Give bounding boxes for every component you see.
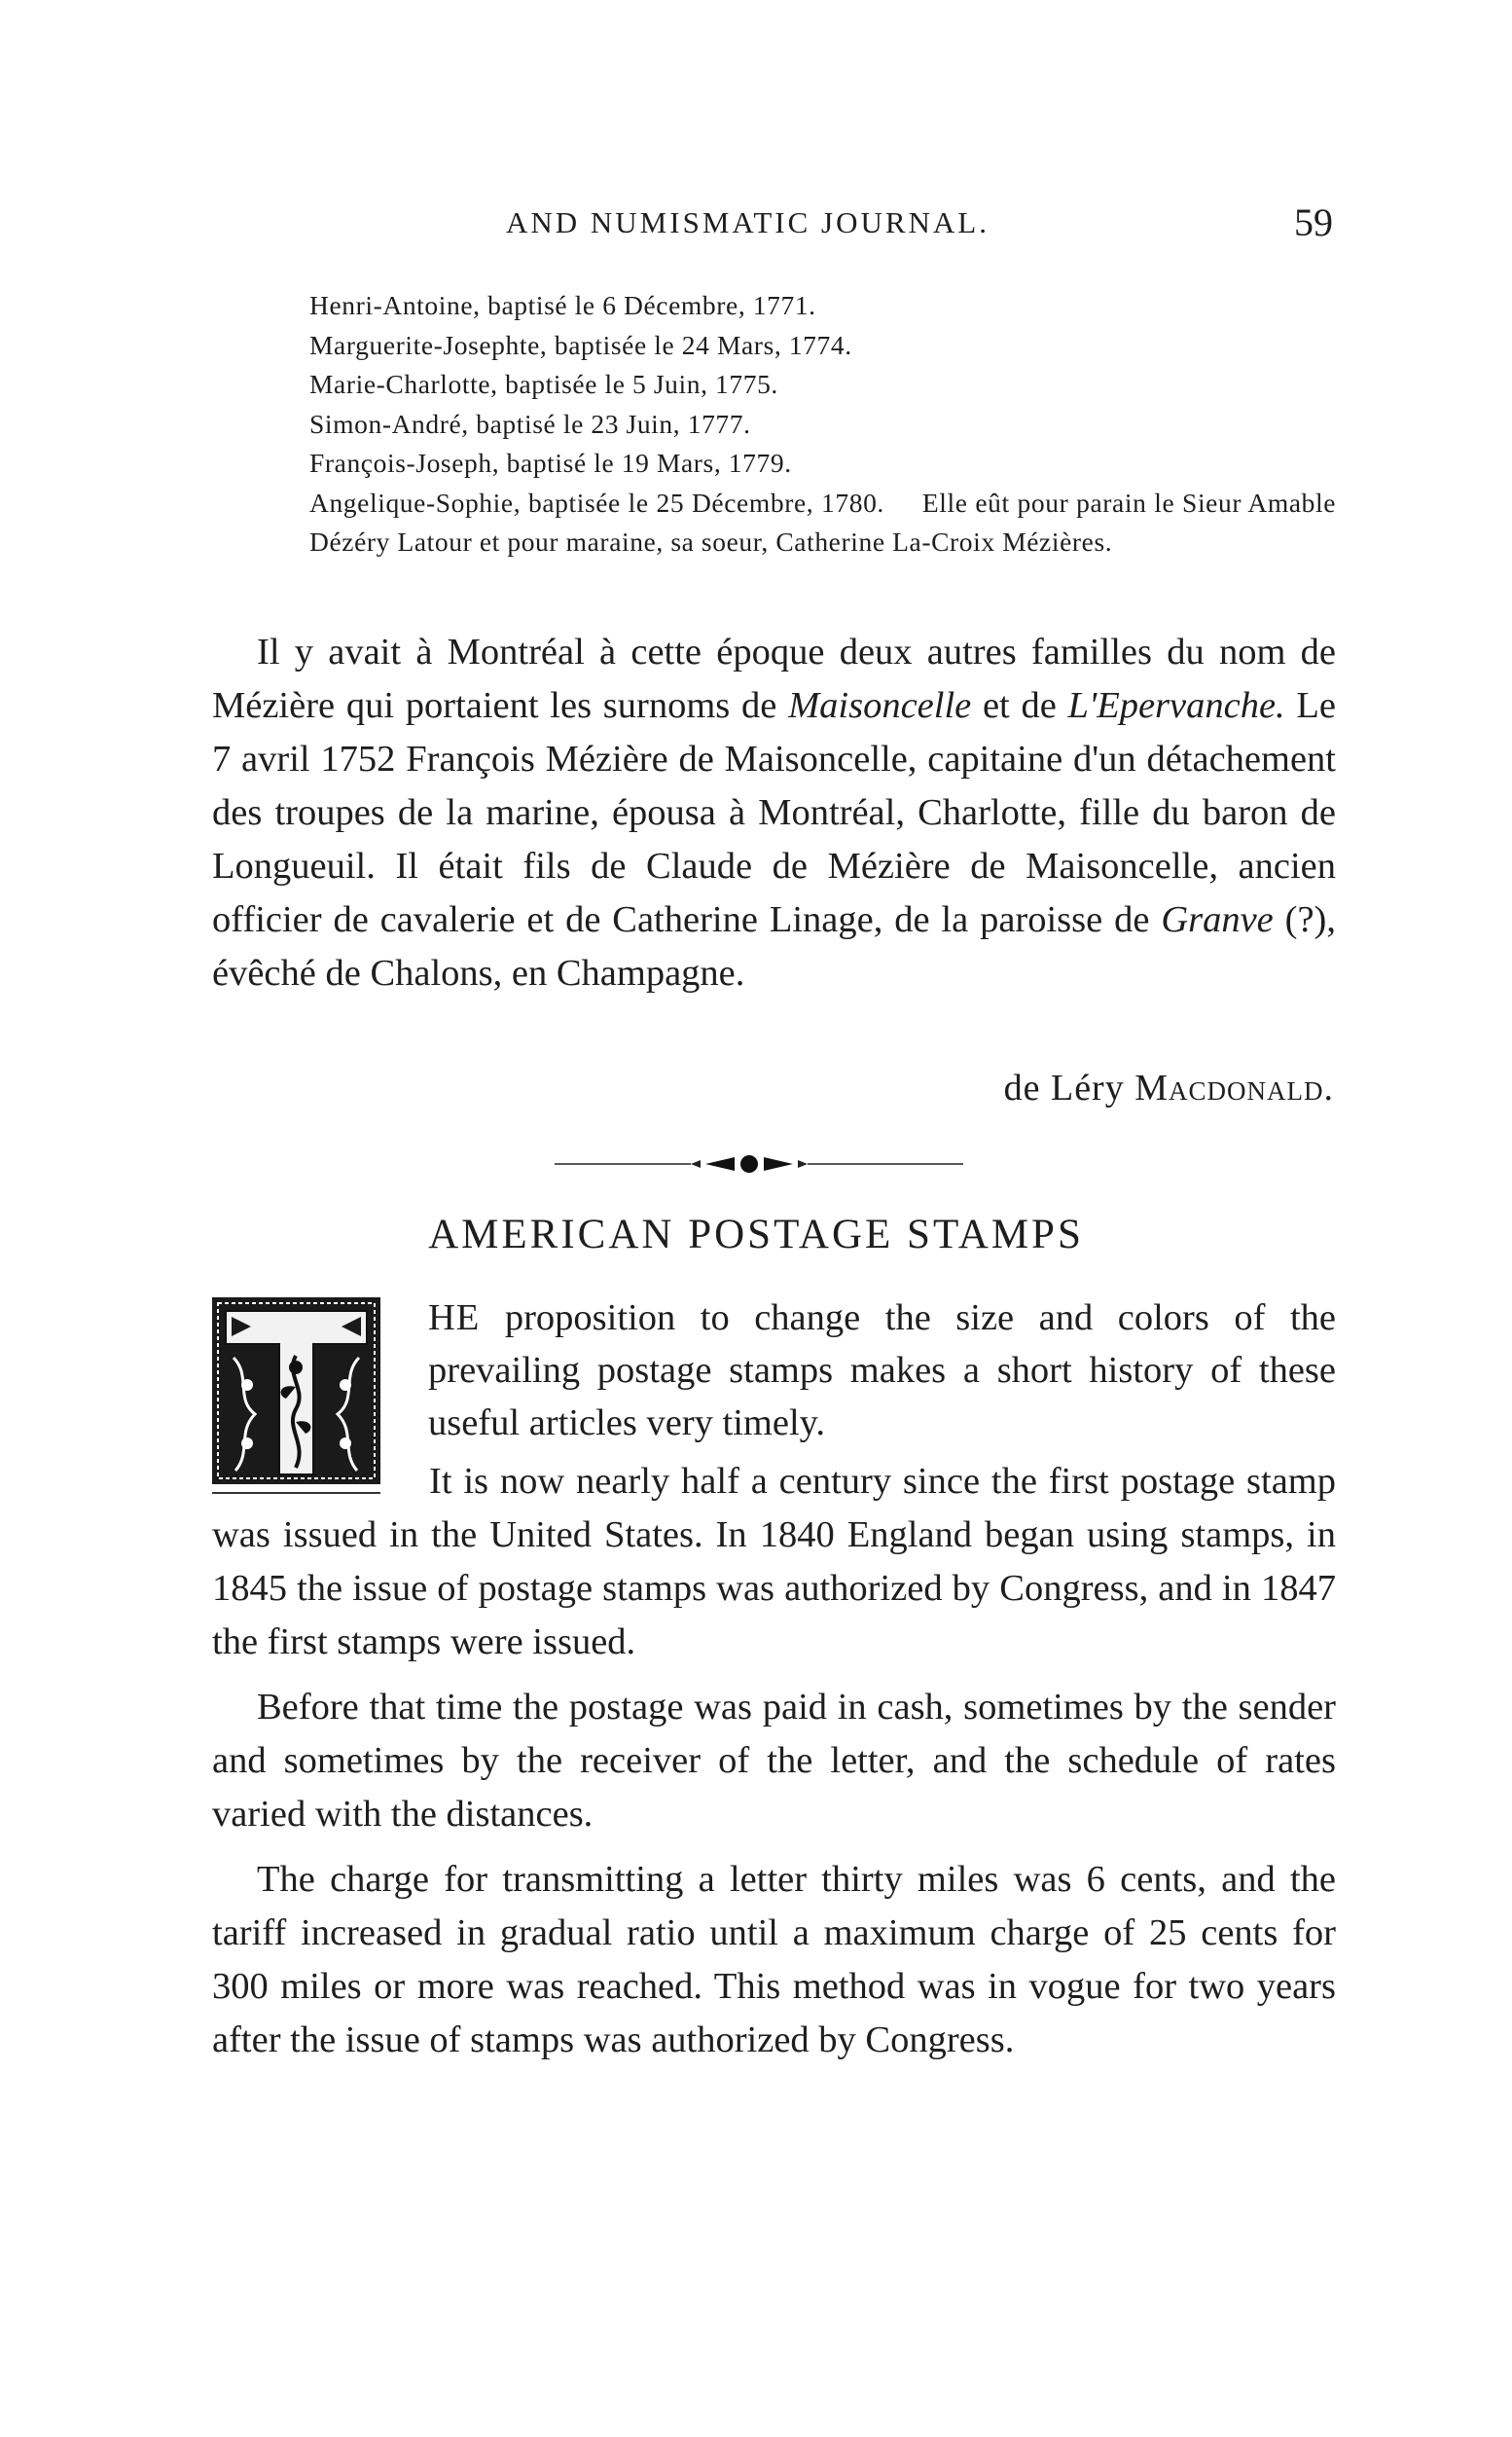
baptism-entry: Henri-Antoine, baptisé le 6 Décembre, 1771. [309,290,816,320]
body-paragraph: The charge for transmitting a letter thirty miles was 6 cents, and the tariff increased in gradual ratio until a maximum charge of 25 cents for 300 miles or more was reached. This method was in vogue for two years after the issue of stamps was authorized by Congress. [212,1859,1336,2060]
body-paragraph: It is now nearly half a century since the first postage stamp was issued in the United States. In 1840 England began using stamps, in 1845 the issue of postage stamps was authorized by Congress, and in 1847 the first stamps were issued. [212,1461,1336,1662]
stamps-body [212,1455,1336,2067]
text-run: Il y avait à Montréal à cette époque deux autres familles du nom de Mézière qui portaient les surnoms de [212,632,1336,726]
author-signature [1004,1067,1334,1109]
section-title: AMERICAN POSTAGE STAMPS [428,1212,1084,1257]
italic-term: Granve [1161,899,1274,940]
italic-term: L'Epervanche. [1067,685,1285,726]
baptism-entry: Simon-André, baptisé le 23 Juin, 1777. [309,408,751,439]
page-header [506,200,1333,258]
text-run: et de [971,685,1068,726]
baptism-entry-last [212,484,1336,563]
baptism-entry: Marie-Charlotte, baptisée le 5 Juin, 1775. [309,369,778,399]
section-divider-ornament [555,1149,963,1179]
intro-first-word: HE [428,1297,481,1338]
mezieres-paragraph [212,626,1336,1000]
signature-surname: Macdonald. [1134,1068,1334,1109]
godparents-note: Elle eût pour parain le Sieur Amable Dézéry Latour et pour maraine, sa soeur, Catherine La-Croix Mézières. [309,487,1337,557]
running-head: AND NUMISMATIC JOURNAL. [506,205,990,239]
body-paragraph: Before that time the postage was paid in cash, sometimes by the sender and sometimes by the receiver of the letter, and the schedule of rates varied with the distances. [212,1687,1336,1835]
italic-term: Maisoncelle [788,685,972,726]
baptism-entry: Marguerite-Josephte, baptisée le 24 Mars, 1774. [309,329,852,360]
intro-text: proposition to change the size and colors of the prevailing postage stamps makes a short history of these useful articles very timely. [428,1297,1336,1443]
text-run: Le 7 avril 1752 François Mézière de Maisoncelle, capitaine d'un détachement des troupes de la marine, épousa à Montréal, Charlotte, fille du baron de Longueuil. Il était fils de Claude de Mézière de Maisoncelle, ancien officier de cavalerie et de Catherine Linage, de la paroisse de [212,685,1337,940]
baptism-entry: François-Joseph, baptisé le 19 Mars, 1779. [309,448,792,478]
page-number: 59 [1294,200,1333,244]
baptism-entry: Angelique-Sophie, baptisée le 25 Décembre, 1780. [309,487,884,518]
baptism-list [212,286,1336,563]
text-run: (?), évêché de Chalons, en Champagne. [212,899,1337,994]
signature-prefix: de Léry [1003,1068,1125,1109]
stamps-intro-paragraph [428,1291,1336,1449]
